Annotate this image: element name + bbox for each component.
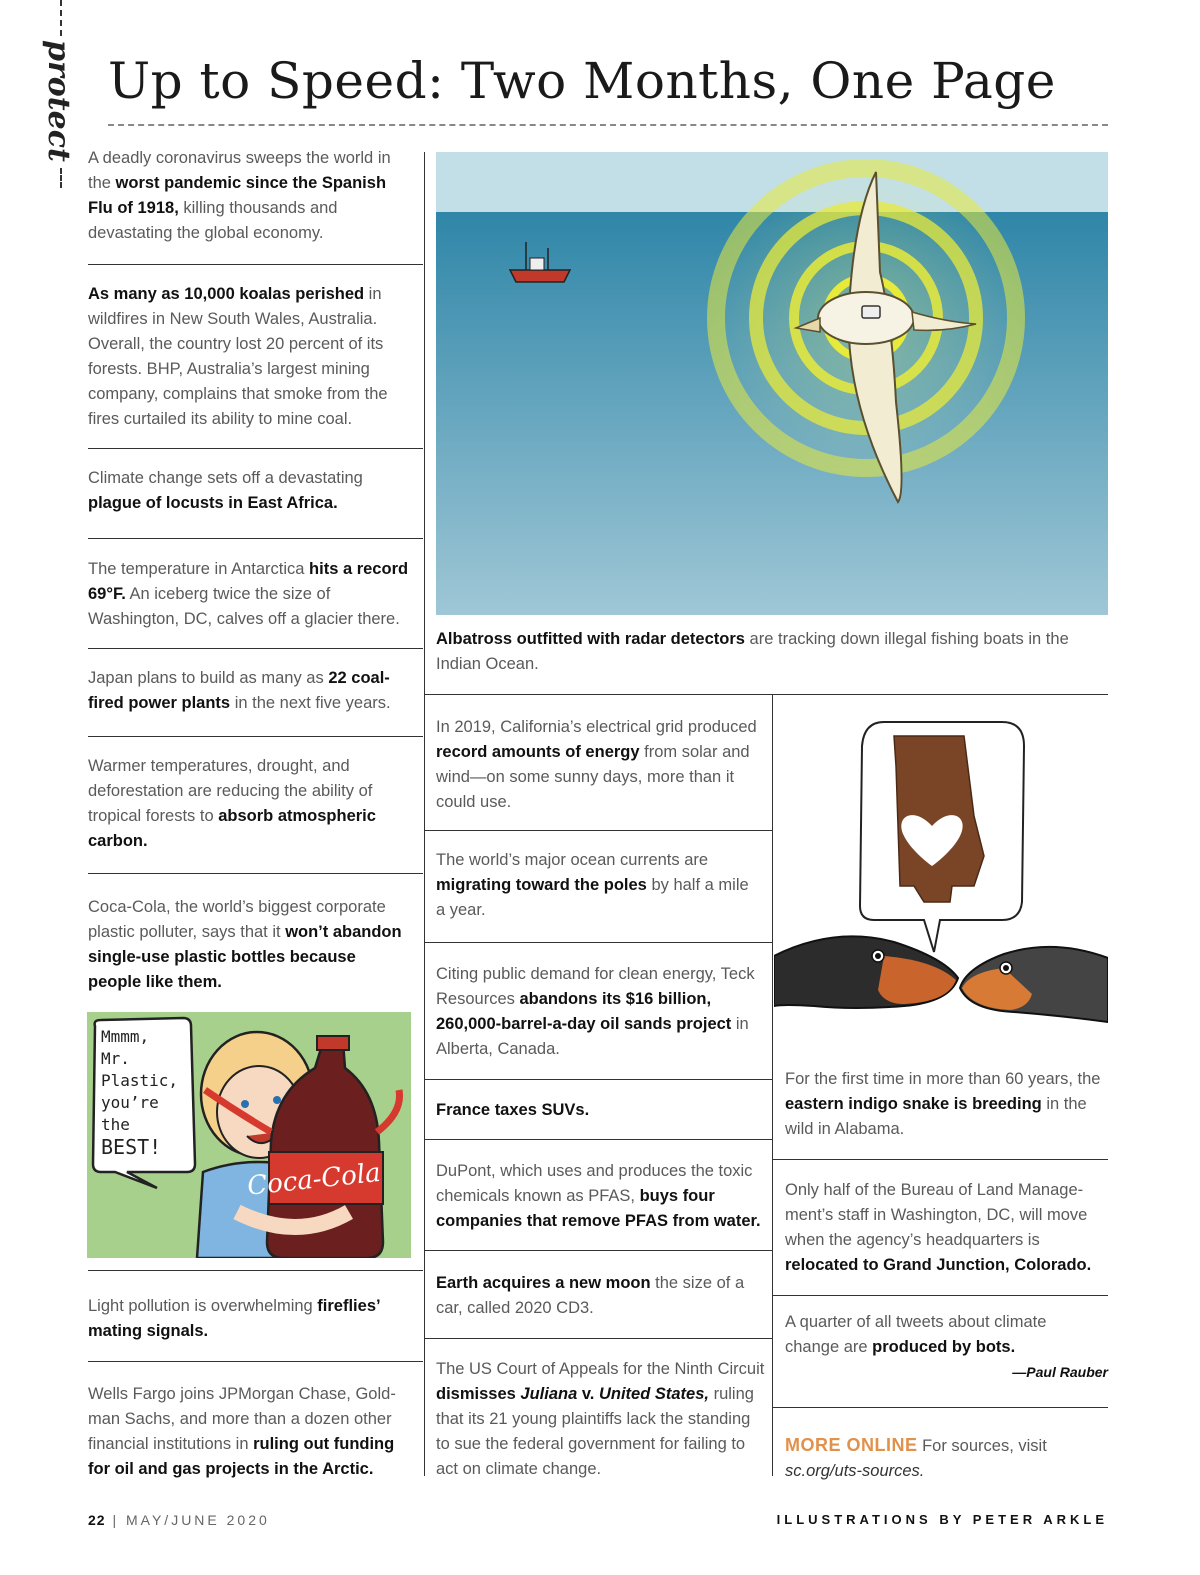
news-item-locusts: Climate change sets off a devastating plague of locusts in East Africa. [88,469,363,512]
page-number: 22 [88,1512,106,1528]
news-item-juliana: The US Court of Appeals for the Ninth Circuit dismisses Juliana v. United States, ruling that its 21 young plaintiffs lack the standing to sue the federal government for failing to act on climate change. [436,1360,765,1478]
news-item-new-moon: Earth acquires a new moon the size of a car, called 2020 CD3. [436,1274,745,1317]
divider [88,1361,423,1362]
coca-cola-comic-illustration [87,1012,411,1258]
page-footer: 22 | MAY/JUNE 2020 [88,1512,270,1528]
page-title: Up to Speed: Two Months, One Page [108,52,1056,110]
indigo-snake-illustration [774,706,1108,1050]
column-divider [424,152,425,1476]
divider [88,264,423,265]
author-byline: —Paul Rauber [1012,1364,1108,1380]
news-item-japan-coal: Japan plans to build as many as 22 coal-fired power plants in the next five years. [88,669,391,712]
divider [88,1270,423,1271]
bottle-logo: Coca-Cola [245,1157,383,1202]
divider [424,1139,772,1140]
news-item-koalas: As many as 10,000 koalas perished in wildfires in New South Wales, Australia. Overall, the country lost 20 percent of its forests. BHP, Australia’s largest mining company, complains that smoke from the fires curtailed its ability to mine coal. [88,285,388,428]
divider [424,1250,772,1251]
news-item-ocean-currents: The world’s major ocean currents are migrating toward the poles by half a mile a year. [436,851,749,919]
comic-speech-text: Mmmm, Mr. Plastic, you’re the BEST! [101,1027,179,1159]
divider [424,1079,772,1080]
news-item-antarctica: The temperature in Antarctica hits a record 69°F. An iceberg twice the size of Washington, DC, calves off a glacier there. [88,560,409,628]
divider [424,694,1108,695]
more-online: MORE ONLINE For sources, visit sc.org/uts-sources. [785,1435,1047,1480]
news-item-forests: Warmer temperatures, drought, and deforestation are reducing the ability of tropical forests to absorb atmospheric carbon. [88,757,376,850]
news-item-fireflies: Light pollution is overwhelming fireflies’ mating signals. [88,1297,380,1340]
snake-art [774,706,1108,1050]
albatross-art [436,152,1108,615]
title-divider [108,124,1108,126]
divider [88,538,423,539]
tab-divider-bottom [60,168,62,188]
sources-link[interactable]: sc.org/uts-sources. [785,1462,925,1480]
news-item-cocacola: Coca-Cola, the world’s biggest corporate plastic polluter, says that it won’t abandon single-use plastic bottles because people like them. [88,898,402,991]
divider [88,873,423,874]
section-label: protect [41,40,76,162]
issue-date: MAY/JUNE 2020 [126,1512,270,1528]
news-item-france-suvs: France taxes SUVs. [436,1101,590,1119]
news-item-dupont: DuPont, which uses and produces the toxic chemicals known as PFAS, buys four companies that remove PFAS from water. [436,1162,761,1230]
divider [88,448,423,449]
more-online-label: MORE ONLINE [785,1435,918,1455]
news-item-teck-resources: Citing public demand for clean energy, Teck Resources abandons its $16 billion, 260,000-barrel-a-day oil sands project in Alberta, Canada. [436,965,755,1058]
albatross-caption: Albatross outfitted with radar detectors are tracking down illegal fishing boats in the Indian Ocean. [436,630,1069,673]
divider [88,648,423,649]
column-divider [772,694,773,1476]
divider [772,1295,1108,1296]
divider [424,1338,772,1339]
divider [772,1159,1108,1160]
news-item-indigo-snake: For the first time in more than 60 years, the eastern indigo snake is breeding in the wild in Alabama. [785,1070,1101,1138]
divider [424,942,772,943]
news-item-bots: A quarter of all tweets about climate change are produced by bots. [785,1313,1047,1356]
news-item-california-grid: In 2019, California’s electrical grid produced record amounts of energy from solar and wind—on some sunny days, more than it could use. [436,718,757,811]
albatross-radar-illustration [436,152,1108,615]
divider [772,1407,1108,1408]
section-tab [24,0,76,200]
divider [88,736,423,737]
news-item-pandemic: A deadly coronavirus sweeps the world in the worst pandemic since the Spanish Flu of 1918, killing thousands and devastating the global economy. [88,149,391,242]
illustration-credit: ILLUSTRATIONS BY PETER ARKLE [776,1512,1108,1527]
news-item-blm: Only half of the Bureau of Land Management’s staff in Washington, DC, will move when the agency’s headquarters is relocated to Grand Junction, Colorado. [785,1181,1092,1274]
tab-divider-top [60,0,62,36]
divider [424,830,772,831]
news-item-wells-fargo: Wells Fargo joins JPMorgan Chase, Goldman Sachs, and more than a dozen other financial institutions in ruling out funding for oil and gas projects in the Arctic. [88,1385,396,1478]
